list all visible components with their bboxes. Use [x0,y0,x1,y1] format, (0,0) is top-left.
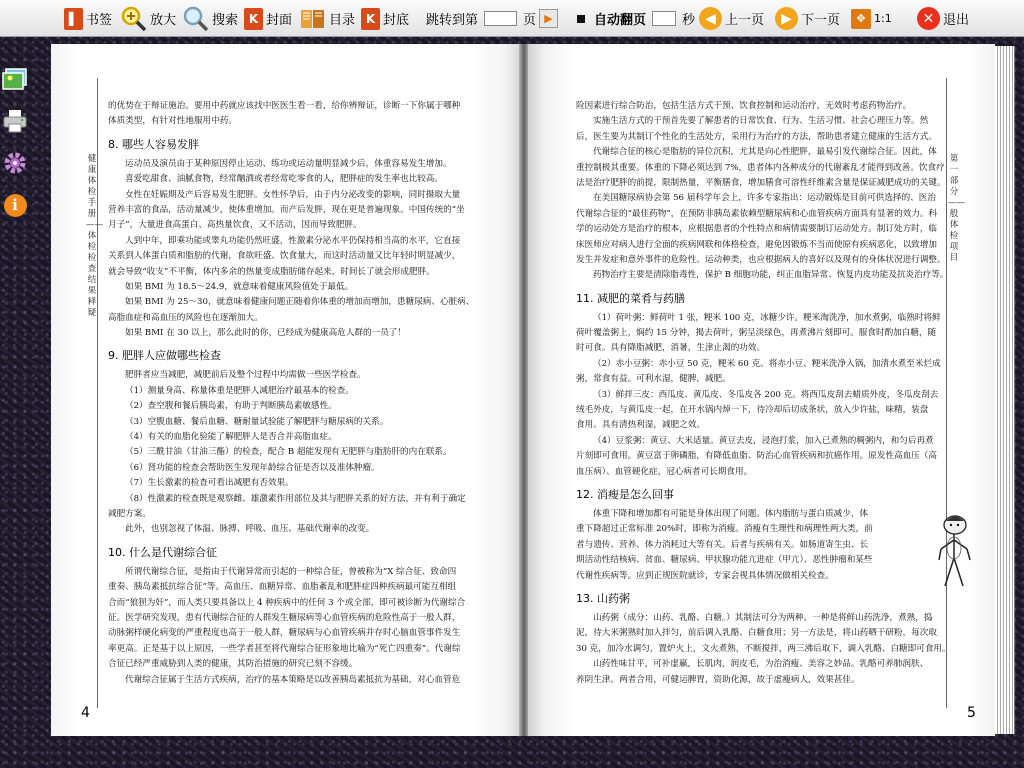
text-line: 合征已经严重威胁到人类的健康，其防治措施的研究已刻不容缓。 [108,659,358,670]
text-line: 后，医生要为其制订个性化的生活处方，采用行为治疗的方法，帮助患者建立健康的生活方式。 [576,131,937,142]
text-line: 代谢综合征的“最佳药物”，在预防非胰岛素依赖型糖尿病和心血管疾病方面具有显著的效力。科 [576,208,938,219]
image-icon [2,67,28,91]
section-heading: 12. 消瘦是怎么回事 [576,487,674,501]
text-line: （1）测量身高、称量体重是肥胖人减肥治疗最基本的检查。 [125,385,354,396]
sidebar-image-button[interactable] [2,66,28,92]
text-line: 险因素进行综合防治，包括生活方式干预、饮食控制和运动治疗，无效时考虑药物治疗。 [576,101,912,111]
back-cover-button[interactable] [361,0,409,37]
actual-size-button[interactable] [851,0,892,37]
left-sidebar [2,66,32,234]
text-line: （3）空腹血糖、餐后血糖、糖耐量试验能了解肥胖与糖尿病的关系。 [125,416,389,427]
text-line: 重奏、胰岛素抵抗综合征”等。高血压、血糖异常、血脂紊乱和肥胖症四种疾病最可能互相组 [108,582,457,593]
auto-flip-checkbox[interactable] [577,15,585,23]
section-heading: 9. 肥胖人应做哪些检查 [108,349,221,363]
text-line: 重控制极其重要。体重的下降必须达到 7%，患者体内各种成分的代谢紊乱才能得到改善。饮食疗 [576,162,945,173]
book-page-edges [995,46,1015,734]
text-line: 合而“狼狈为奸”，而人类只要具备以上 4 种疾病中的任何 3 个或全部，即可被诊断为代谢综合 [108,597,466,608]
arrow-right-icon: ▶ [775,7,798,30]
text-line: （1）荷叶粥：鲜荷叶 1 张，粳米 100 克，冰糖少许。粳米淘洗净，加水煮粥，临熟时将鲜 [593,312,941,323]
text-line: 体重下降和增加都有可能是身体出现了问题。体内脂肪与蛋白质减少，体 [593,508,869,519]
section-heading: 8. 哪些人容易发胖 [108,137,199,151]
right-page-number: 5 [967,705,976,721]
search-button[interactable] [183,0,238,37]
text-line: 法是治疗肥胖的前提，限制热量，平衡膳食，增加膳食可溶性纤维素含量是保证减肥成功的关键。 [576,177,946,188]
text-line: 所谓代谢综合征，是指由于代谢异常而引起的一种综合征，曾被称为“X 综合征、致命四 [125,566,457,577]
bookmark-icon: ▌ [64,8,83,30]
text-line: 学的运动处方是治疗的根本，应根据患者的个性特点和病情需要制订运动处方。制订处方时，临 [576,224,937,235]
search-icon [183,6,209,32]
search-label: 搜索 [212,13,239,28]
text-line: 减肥方案。 [108,508,151,519]
ratio-label: 1:1 [874,12,892,25]
text-line: （4）有关的血脂化验能了解肥胖人是否合并高脂血症。 [125,432,337,443]
fullscreen-icon: ✥ [851,9,871,29]
text-line: 在美国糖尿病协会第 56 届科学年会上，许多专家指出：运动锻炼是目前可供选择的、医治 [593,193,936,204]
back-cover-label: 封底 [383,13,410,28]
text-line: 运动员及演员由于某种原因停止运动、练功或运动量明显减少后，体重容易发生增加。 [125,158,452,169]
auto-flip-label: 自动翻页 [594,13,647,28]
auto-flip-control [577,0,695,37]
sidebar-print-button[interactable] [2,108,28,134]
text-line: 发生并发症和意外事件的危险性。运动种类，也应根据病人的喜好以及现有的身体状况进行调整。 [576,254,946,265]
goto-suffix-label: 页 [523,13,537,28]
section-heading: 13. 山药粥 [576,591,630,605]
text-line: 时可食。具有降脂减肥，消暑，生津止渴的功效。 [576,343,766,354]
text-line: 血压病）、血管硬化症，冠心病者可长期食用。 [576,466,753,477]
goto-prefix-label: 跳转到第 [426,13,479,28]
text-line: 片刻即可食用。黄豆富于卵磷脂，有降低血脂、防治心血管疾病和抗癌作用。原发性高血压（高 [576,451,937,462]
text-line: 者与遗传、营养、体力消耗过大等有关。后者与疾病有关。如肠道寄生虫、长 [576,539,869,550]
left-page-text [108,99,474,688]
go-button[interactable]: ▶ [539,9,558,28]
next-page-button[interactable] [775,0,840,37]
text-line: 人到中年，即乘功能或睾丸功能仍然旺盛，性激素分泌水平仍保持相当高的水平，它直接 [125,235,461,246]
zoom-label: 放大 [150,13,177,28]
printer-icon [2,109,28,133]
text-line: 30 克，加冷水调匀，置炉火上，文火煮熟，不断搅拌，两三沸后取下，调入乳酪、白糖即可食用。 [576,643,951,654]
reader-toolbar [0,0,1024,37]
text-line: 关系到人体蛋白质和脂肪的代谢，食欲旺盛、饮食量大，而这时活动量又比年轻时明显减少， [108,251,461,262]
text-line: 月子”，大量进食高蛋白、高热量饮食，又不活动，因而导致肥胖。 [108,220,362,231]
right-page-text [576,99,951,688]
next-label: 下一页 [801,13,841,28]
toc-label: 目录 [329,13,356,28]
text-line: 动脉粥样硬化病变的严重程度也高于一般人群，糖尿病与心血管疾病并存时心脑血管事件发生 [108,628,461,639]
cover-button[interactable] [244,0,292,37]
text-line: 实施生活方式的干预首先要了解患者的日常饮食、行为、生活习惯、社会心理压力等。然 [593,116,929,127]
text-line: 床医师应对病人进行全面的疾病网联和体格检查，避免因锻炼不当而使原有疾病恶化，以致增加 [576,239,937,250]
text-line: 女性在妊娠期及产后容易发生肥胖。女性怀孕后，由于内分泌改变的影响，同时摄取大量 [125,189,461,200]
section-heading: 11. 减肥的菜肴与药膳 [576,291,685,305]
exit-button[interactable] [917,0,969,37]
goto-page-input[interactable] [484,11,517,26]
text-line: 如果 BMI 在 30 以上，那么此时的你，已经成为健康高危人群的一员了！ [125,328,406,339]
text-line: 粥，常食有益。可利水湿，健脾，减肥。 [576,374,731,385]
text-line: 期活动性结核病、贫血、糖尿病、甲状腺功能亢进症（甲亢）、恶性肿瘤和某些 [576,555,873,566]
right-page-side-title: 第一部分——般体检项目 [948,154,965,263]
text-line: 征。医学研究发现，患有代谢综合征的人群发生糖尿病等心血管疾病的危险性高于一般人群， [108,612,461,623]
seconds-label: 秒 [682,13,696,28]
text-line: 代谢综合征属于生活方式疾病，治疗的基本策略是以改善胰岛素抵抗为基础，对心血管危 [125,674,461,685]
text-line: 率更高。正是基于以上原因，一些学者甚至将代谢综合征形象地比喻为“死亡四重奏”。代谢综 [108,643,461,654]
text-line: （2）赤小豆粥：赤小豆 50 克，粳米 60 克。将赤小豆、粳米洗净入锅，加清水煮至米烂成 [593,358,941,369]
text-line: 如果 BMI 为 25～30，就意味着健康问题正随着你体重的增加而增加，患糖尿病、心脏病、 [125,297,475,308]
sidebar-info-button[interactable] [2,192,28,218]
info-icon: i [4,194,27,217]
text-line: （5）三酰甘油（甘油三酯）的检查，配合 B 超能发现有无肥胖与脂肪肝的内在联系。 [125,447,452,458]
text-line: 山药性味甘平，可补虚羸，长肌肉，润皮毛，为治消瘦、美容之妙品。乳酪可养肺润肤、 [593,659,929,670]
text-line: 养阴生津。两者合用，可健运脾胃，资助化源，故于虚瘦病人，效果甚佳。 [576,674,860,685]
toc-button[interactable] [300,0,355,37]
book-icon [300,7,326,31]
text-line: 泥，待大米粥熟时加入拌匀，前后调入乳酪、白糖食用；另一方法是，将山药晒干研粉，每次取 [576,628,937,639]
text-line: 此外，也别忽视了体温、脉搏、呼吸、血压、基础代谢率的改变。 [125,524,375,535]
text-line: 山药粥（成分：山药、乳酪、白糖。）其制法可分为两种。一种是将鲜山药洗净，煮熟，捣 [593,612,933,623]
text-line: 的优势在于辩证施治。要用中药就应该找中医医生看一看，给你辨辩证，诊断一下你属于哪种 [108,101,461,111]
text-line: 营养丰富的食品，活动量减少，使体重增加。而产后发胖，现在更是普遍现象。中国传统的“坐 [108,204,465,215]
last-page-icon: K [361,8,380,30]
text-line: 就会导致“收支”不平衡，体内多余的热量变成脂肪储存起来，时间长了就会形成肥胖。 [108,266,435,277]
text-line: 如果 BMI 为 18.5～24.9，就意味着健康风险值处于最低。 [125,281,354,292]
text-line: 体质类型，有针对性地服用中药。 [108,116,237,127]
magnifier-icon [121,6,147,32]
right-page [528,44,995,736]
text-line: 绒毛外皮，与黄瓜皮一起，在开水锅内焯一下，待冷却后切成条状，放入少许盐，味精，装盘 [576,405,929,416]
text-line: （7）生长激素的检查可看出减肥有否效果。 [125,478,294,489]
text-line: 肥胖者应当减肥，减肥前后及整个过程中均需做一些医学检查。 [125,370,366,381]
text-line: （6）肾功能的检查会帮助医生发现年龄综合征是否以及准体肿瘤。 [125,462,380,473]
left-page-side-title: 健康体检手册——体检检查结果释疑 [86,154,103,318]
goto-page-control [426,0,558,37]
text-line: （8）性激素的检查既是观察雌、雄激素作用部位及其与肥胖关系的好方法，并有利于确定 [125,493,466,504]
bookmark-button[interactable] [64,0,112,37]
text-line: 荷叶覆盖粥上，焖约 15 分钟，揭去荷叶，粥呈淡绿色，再煮沸片刻即可。服食时酌加白糖，随 [576,328,937,339]
exit-label: 退出 [943,13,970,28]
text-line: 代谢综合征的核心是脂肪的异位沉积，尤其是向心性肥胖，最易引发代谢综合征。因此，体 [593,147,937,158]
text-line: （4）豆浆粥：黄豆、大米适量。黄豆去皮，浸泡打浆，加入已煮熟的稠粥内，和匀后再煮 [593,435,934,446]
text-line: （2）查空腹和餐后胰岛素，有助于判断胰岛素敏感性。 [125,401,337,412]
text-line: 高脂血症和高血压的风险也在逐渐加大。 [108,312,263,323]
first-page-icon: K [244,8,263,30]
left-page-number: 4 [81,705,90,721]
text-line: 喜爱吃甜食、油腻食物，经常酗酒或者经常吃零食的人，肥胖症的发生率也比较高。 [125,174,443,185]
thin-person-illustration [925,512,981,594]
text-line: 食用。具有清热利湿，减肥之效。 [576,420,705,431]
prev-label: 上一页 [725,13,765,28]
arrow-left-icon: ◀ [699,7,722,30]
gear-icon [2,150,28,176]
text-line: （3）鲜拌三皮：西瓜皮、黄瓜皮、冬瓜皮各 200 克。将西瓜皮刮去蜡质外皮，冬瓜皮刮去 [593,389,939,400]
sidebar-settings-button[interactable] [2,150,28,176]
left-page [51,44,520,736]
text-line: 代谢性疾病等。应到正规医院就诊，专家会视具体情况做相关检查。 [576,570,834,581]
text-line: 重下降超过正常标准 20%时，即称为消瘦。消瘦有生理性和病理性两大类，前 [576,524,873,535]
close-icon: ✕ [917,7,940,30]
text-line: 药物治疗主要是清除脂毒性，保护 B 细胞功能，纠正血脂异常、恢复内皮功能及抗炎治疗等。 [593,270,949,281]
prev-page-button[interactable] [699,0,764,37]
section-heading: 10. 什么是代谢综合征 [108,545,217,559]
bookmark-label: 书签 [86,13,113,28]
left-page-rule [97,78,98,708]
auto-flip-seconds-input[interactable] [652,11,676,26]
cover-label: 封面 [266,13,293,28]
zoom-button[interactable] [121,0,176,37]
